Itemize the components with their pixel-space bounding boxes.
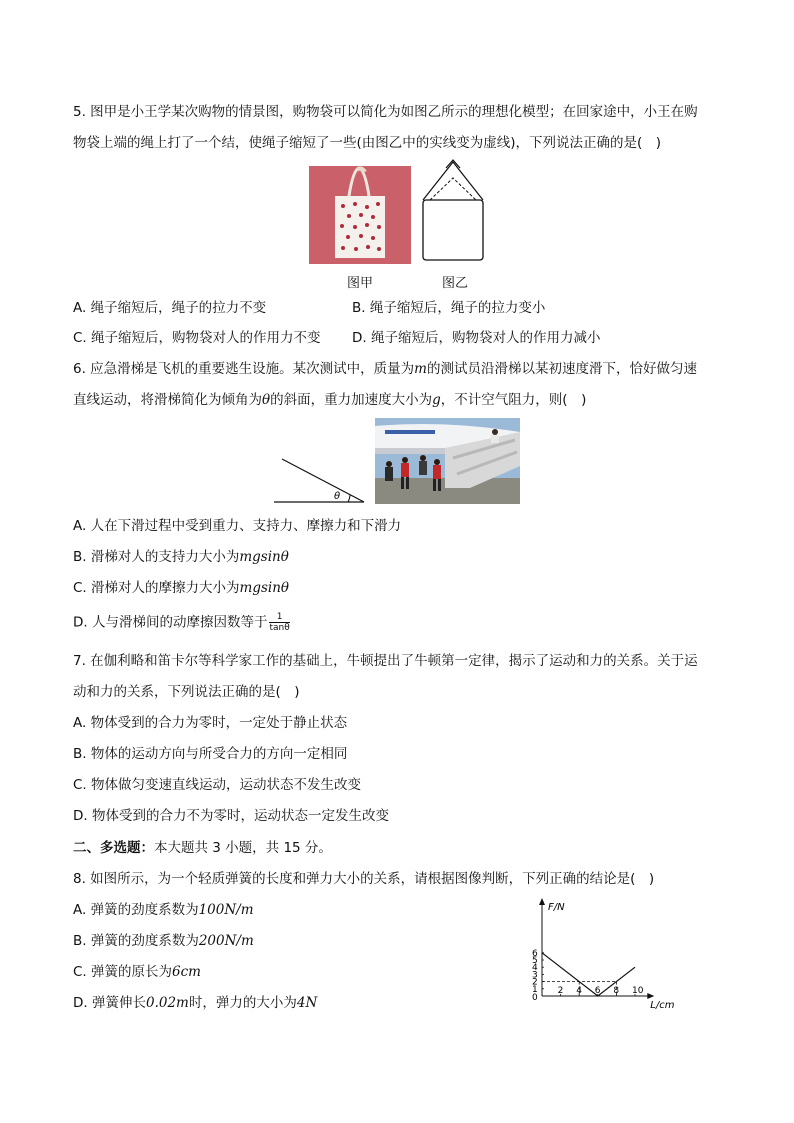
x-tick-label-6: 6	[594, 986, 601, 996]
q8-option-d: D. 弹簧伸长0.02m时，弹力的大小为4N	[73, 995, 318, 1011]
y-tick-label-4: 4	[532, 963, 538, 974]
x-axis-arrow	[647, 993, 654, 999]
x-axis-label: L/cm	[650, 1000, 675, 1011]
q8-option-c: C. 弹簧的原长为6cm	[73, 964, 201, 980]
q6-option-a: A. 人在下滑过程中受到重力、支持力、摩擦力和下滑力	[73, 518, 402, 534]
x-tick-label-4: 4	[576, 986, 582, 996]
q5-option-a: A. 绳子缩短后，绳子的拉力不变	[73, 300, 267, 316]
q8-option-b: B. 弹簧的劲度系数为200N/m	[73, 933, 254, 949]
q6-option-b: B. 滑梯对人的支持力大小为mgsinθ	[73, 549, 289, 565]
fraction-one-over-tan-theta: $\frac{1}{\tan\theta}$	[269, 612, 290, 633]
q8-stem-line1: 8. 如图所示，为一个轻质弹簧的长度和弹力大小的关系，请根据图像判断，下列正确的结论是( )	[73, 871, 655, 887]
q7-option-d: D. 物体受到的合力不为零时，运动状态一定发生改变	[73, 808, 389, 824]
x-tick-label-2: 2	[557, 986, 564, 996]
q8-option-a: A. 弹簧的劲度系数为100N/m	[73, 902, 254, 918]
y-tick-label-2: 2	[532, 977, 538, 988]
force-length-line	[542, 953, 635, 996]
evacuation-slide-photo	[375, 418, 520, 504]
y-axis-label: F/N	[548, 902, 565, 913]
q7-option-b: B. 物体的运动方向与所受合力的方向一定相同	[73, 746, 348, 762]
caption-figure-a: 图甲	[347, 276, 374, 291]
q7-option-a: A. 物体受到的合力为零时，一定处于静止状态	[73, 715, 348, 731]
q6-option-c: C. 滑梯对人的摩擦力大小为mgsinθ	[73, 580, 290, 596]
y-tick-label-1: 1	[532, 984, 538, 995]
q5-stem-line2: 物袋上端的绳上打了一个结，使绳子缩短了一些(由图乙中的实线变为虚线)，下列说法正确的是( )	[73, 135, 662, 151]
x-tick-label-8: 8	[613, 986, 620, 996]
y-tick-label-6: 6	[532, 948, 538, 959]
q5-option-b: B. 绳子缩短后，绳子的拉力变小	[352, 300, 546, 316]
bag-model-diagram	[418, 158, 488, 264]
q5-option-d: D. 绳子缩短后，购物袋对人的作用力减小	[352, 330, 601, 346]
spring-force-length-chart	[522, 896, 702, 1014]
x-tick-label-10: 10	[632, 986, 644, 996]
y-axis-arrow	[539, 898, 545, 905]
y-tick-label-5: 5	[532, 956, 538, 966]
caption-figure-b: 图乙	[442, 276, 469, 291]
section-heading-multiple-choice: 二、多选题：本大题共 3 小题，共 15 分。	[73, 840, 332, 856]
q6-stem-line1: 6. 应急滑梯是飞机的重要逃生设施。某次测试中，质量为m的测试员沿滑梯以某初速度滑下，恰好做匀速	[73, 361, 697, 377]
shopping-bag-photo	[309, 166, 411, 264]
incline-angle-label: θ	[334, 491, 341, 502]
q6-option-d: D. 人与滑梯间的动摩擦因数等于 $\frac{1}{\tan\theta}$	[73, 612, 290, 633]
incline-diagram	[272, 455, 368, 505]
y-tick-label-3: 3	[532, 970, 538, 981]
tick-label-origin: 0	[532, 993, 538, 1003]
q6-stem-line2: 直线运动，将滑梯简化为倾角为θ的斜面，重力加速度大小为g，不计空气阻力，则( )	[73, 392, 587, 408]
q7-stem-line1: 7. 在伽利略和笛卡尔等科学家工作的基础上，牛顿提出了牛顿第一定律，揭示了运动和力的关系。关于运	[73, 653, 698, 669]
q5-stem-line1: 5. 图甲是小王学某次购物的情景图，购物袋可以简化为如图乙所示的理想化模型；在回家途中，小王在购	[73, 104, 698, 120]
q7-stem-line2: 动和力的关系，下列说法正确的是( )	[73, 684, 300, 700]
q7-option-c: C. 物体做匀变速直线运动，运动状态不发生改变	[73, 777, 362, 793]
q5-option-c: C. 绳子缩短后，购物袋对人的作用力不变	[73, 330, 321, 346]
